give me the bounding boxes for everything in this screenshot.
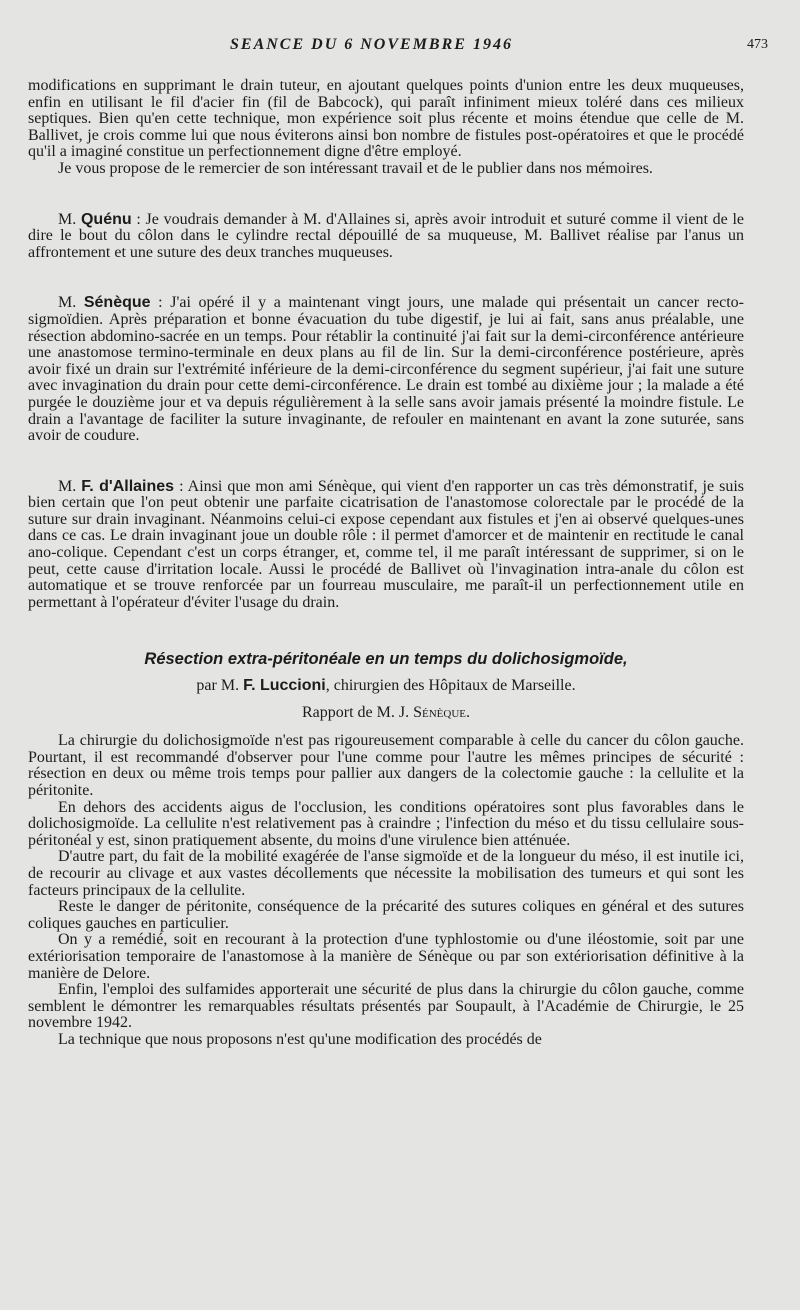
page-number: 473 — [747, 37, 768, 52]
speaker-name: Sénèque — [83, 294, 151, 312]
running-title: SEANCE DU 6 NOVEMBRE 1946 — [230, 36, 513, 53]
speaker-name: Quénu — [80, 210, 132, 228]
discussion-paragraph: M. Sénèque : J'ai opéré il y a maintenant vingt jours, une malade qui présentait un cancer recto-sigmoïdien. Après préparation et bonne évacuation du tube digestif, je lui ai fait, sans anus préalable, une résection abdomino-sacrée en un temps. Pour rétablir la continuité j'ai fait sur la demi-circonférence antérieure une anastomose termino-terminale en deux plans au fil de lin. Sur la demi-circonférence postérieure, après avoir fixé un drain sur l'extrémité inférieure de la demi-circonférence du segment supérieur, j'ai fait une suture avec invagination du drain pour cette demi-circonférence. Le drain est tombé au dixième jour ; la malade a été purgée le douzième jour et va depuis régulièrement à la selle sans avoir jamais présenté la moindre fistule. Le drain a l'avantage de faciliter la suture invaginante, de refouler en maintenant en avant la zone suturée, sans avoir de coudure. — [28, 294, 745, 445]
discussion-paragraph: M. F. d'Allaines : Ainsi que mon ami Sénèque, qui vient d'en rapporter un cas très démonstratif, je suis bien certain que l'on peut obtenir une parfaite cicatrisation de l'anastomose colorectale par le procédé de la suture sur drain invaginant. Néanmoins celui-ci expose cependant aux fistules et j'en ai observé quelques-unes dans ce cas. Le drain invaginant joue un double rôle : il permet d'amorcer et de maintenir en rectitude le canal ano-colique. Cependant c'est un corps étranger, et, comme tel, il me paraît intéressant de supprimer, si on le peut, cette cause d'irritation locale. Aussi le procédé de Ballivet où l'invagination intra-anale du côlon est automatique et se trouve renforcée par un fourreau musculaire, me paraît-il un perfectionnement utile en permettant à l'opérateur d'éviter l'usage du drain. — [28, 477, 745, 611]
report-line: Rapport de M. J. Sénèque. — [302, 703, 470, 721]
intro-paragraph: Je vous propose de le remercier de son intéressant travail et de le publier dans nos mémoires. — [58, 159, 653, 177]
page-header — [0, 37, 800, 59]
body-paragraph: En dehors des accidents aigus de l'occlusion, les conditions opératoires sont plus favorables dans le dolichosigmoïde. La cellulite n'est relativement pas à craindre ; l'infection du méso et du tissu cellulaire sous-péritonéal y est, sinon pratiquement absente, du moins d'une virulence bien atténuée. — [28, 798, 744, 849]
speaker-name: F. d'Allaines — [81, 477, 175, 495]
author-name: F. Luccioni — [243, 677, 326, 695]
body-paragraph: D'autre part, du fait de la mobilité exagérée de l'anse sigmoïde et de la longueur du méso, il est inutile ici, de recourir au clivage et aux vastes décollements que nécessite la mobilisation des tumeurs et qui sont les facteurs principaux de la cellulite. — [28, 848, 744, 899]
body-paragraph: La technique que nous proposons n'est qu'une modification des procédés de — [58, 1030, 542, 1048]
page-body — [28, 78, 744, 1049]
section-byline: par M. F. Luccioni, chirurgien des Hôpitaux de Marseille. — [196, 677, 576, 695]
body-paragraph: On y a remédié, soit en recourant à la protection d'une typhlostomie ou d'une iléostomie, soit par une extériorisation temporaire de l'anastomose à la manière de Sénèque ou par son extériorisation définitive à la manière de Delore. — [28, 931, 744, 982]
section-title: Résection extra-péritonéale en un temps du dolichosigmoïde, — [144, 650, 628, 669]
body-paragraph: Reste le danger de péritonite, conséquence de la précarité des sutures coliques en général et des sutures coliques gauches en particulier. — [28, 898, 744, 932]
body-paragraph: La chirurgie du dolichosigmoïde n'est pas rigoureusement comparable à celle du cancer du côlon gauche. Pourtant, il est recommandé d'observer pour l'une comme pour l'autre les mêmes principes de sécurité : résection en deux ou même trois temps pour pallier aux dangers de la colectomie gauche : la cellulite et la péritonite. — [28, 732, 744, 799]
intro-paragraph: modifications en supprimant le drain tuteur, en ajoutant quelques points d'union entre les deux muqueuses, enfin en utilisant le fil d'acier fin (fil de Babcock), qui paraît infiniment mieux toléré dans ces milieux septiques. Bien qu'en cette technique, mon expérience soit plus récente et moins étendue que celle de M. Ballivet, je crois comme lui que nous éviterons ainsi bon nombre de fistules post-opératoires et que le procédé qu'il a imaginé constitue un perfectionnement digne d'être employé. — [28, 77, 744, 161]
reporter-name: Sénèque — [413, 703, 466, 721]
body-paragraph: Enfin, l'emploi des sulfamides apporterait une sécurité de plus dans la chirurgie du côlon gauche, comme semblent le démontrer les remarquables résultats présentés par Soupault, à l'Académie de Chirurgie, le 25 novembre 1942. — [28, 981, 744, 1032]
discussion-paragraph: M. Quénu : Je voudrais demander à M. d'Allaines si, après avoir introduit et suturé comme il vient de le dire le bout du côlon dans le cylindre rectal dépouillé de sa muqueuse, M. Ballivet réalise par l'anus un affrontement et une suture des deux tranches muqueuses. — [28, 210, 745, 261]
